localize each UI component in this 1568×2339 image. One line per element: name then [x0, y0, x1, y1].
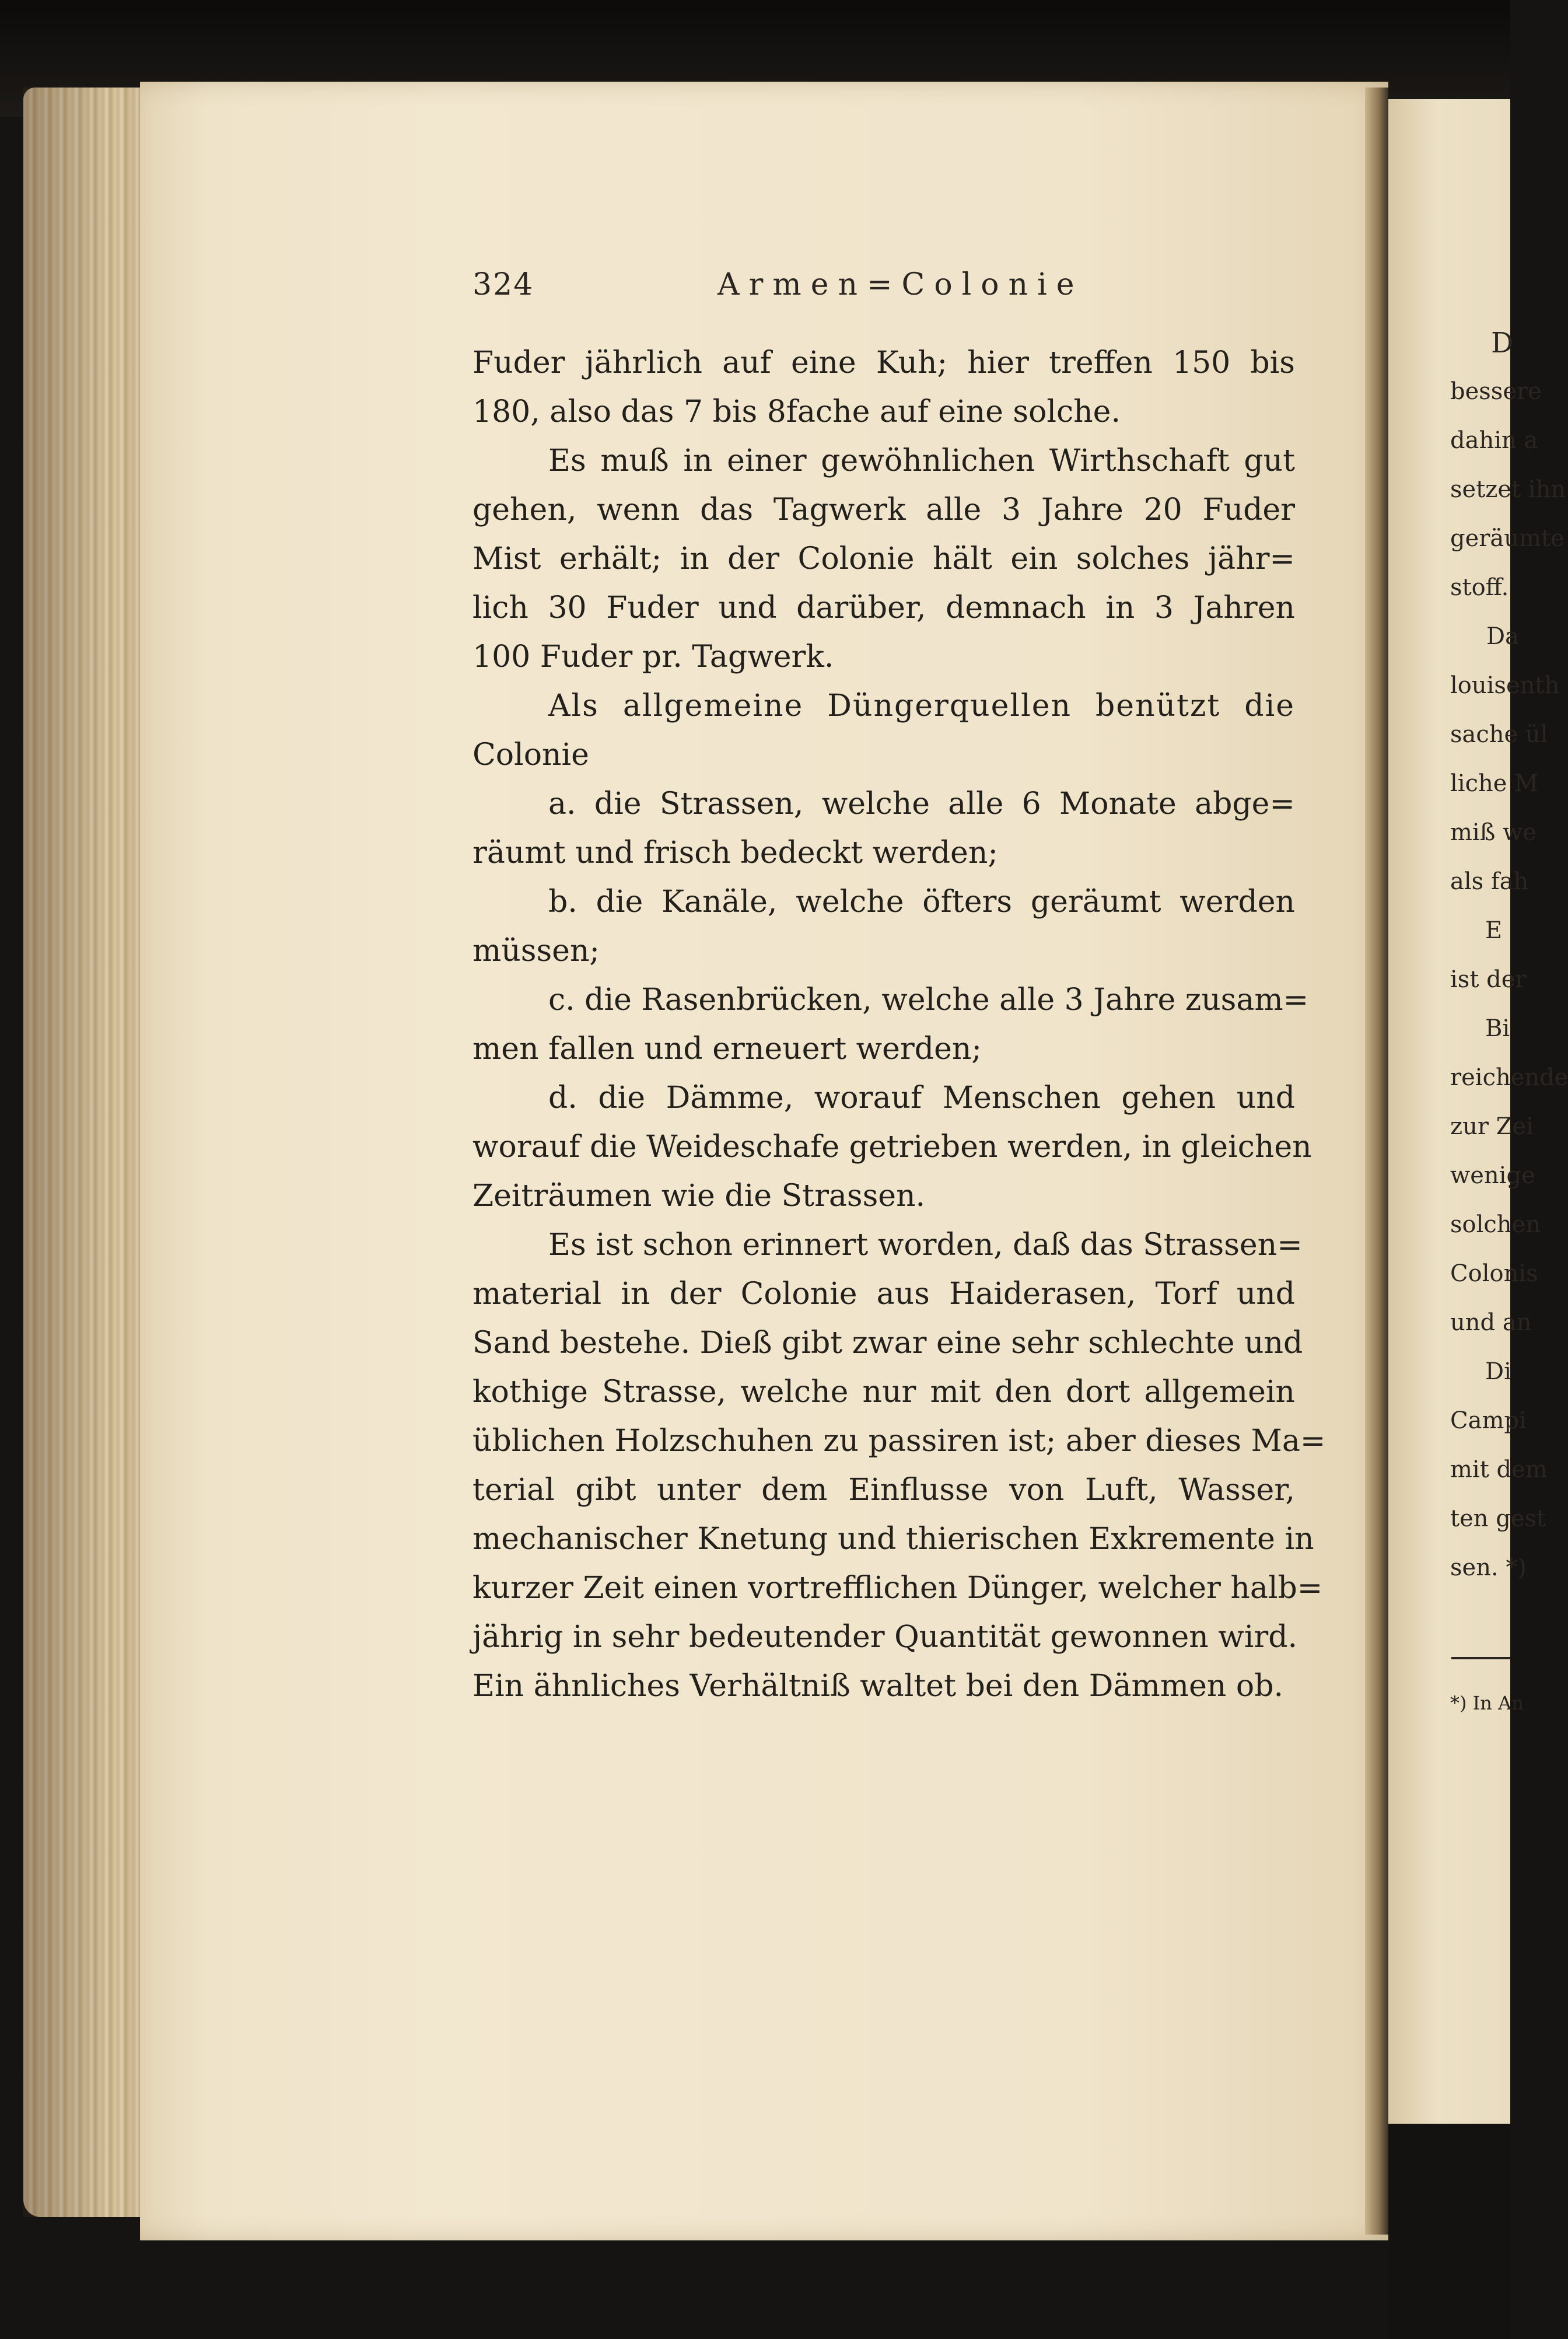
running-head: Armen=Colonie [718, 267, 1084, 302]
page-header [473, 267, 1301, 314]
next-page-fragment: wenige [1450, 1162, 1535, 1189]
next-page-fragment: D [1491, 327, 1514, 359]
footnote-rule [1451, 1657, 1510, 1659]
text-line: terial gibt unter dem Einflusse von Luft, Wasser, [473, 1473, 1295, 1508]
next-page-fragment: mit dem [1450, 1456, 1548, 1483]
next-page-fragment: Di [1485, 1358, 1511, 1385]
text-line: c. die Rasenbrücken, welche alle 3 Jahre zusam= [548, 983, 1309, 1018]
body-text [473, 338, 1326, 1711]
next-page-fragment: solchen [1450, 1211, 1541, 1238]
next-page-fragment: bessere [1450, 378, 1542, 405]
text-line: men fallen und erneuert werden; [473, 1032, 982, 1067]
next-page-fragment: sache ül [1450, 721, 1548, 748]
text-line: 100 Fuder pr. Tagwerk. [473, 639, 834, 674]
text-line: Ein ähnliches Verhältniß waltet bei den Dämmen ob. [473, 1669, 1284, 1704]
text-line: b. die Kanäle, welche öfters geräumt werden [548, 884, 1295, 919]
next-page-fragment: liche M [1450, 770, 1539, 797]
text-line: Sand bestehe. Dieß gibt zwar eine sehr schlechte und [473, 1326, 1303, 1361]
next-page-fragment: dahin a [1450, 427, 1538, 454]
next-page-fragment: stoff. [1450, 574, 1509, 601]
text-line: jährig in sehr bedeutender Quantität gewonnen wird. [473, 1620, 1298, 1655]
text-line: kurzer Zeit einen vortrefflichen Dünger, welcher halb= [473, 1571, 1323, 1606]
next-page-fragment: reichende [1450, 1064, 1568, 1091]
next-page-fragment: Da [1486, 623, 1519, 650]
next-page-fragment: als fah [1450, 868, 1529, 895]
next-page-fragment: setzet ihn [1450, 476, 1566, 503]
page-number: 324 [473, 267, 534, 302]
text-line: 180, also das 7 bis 8fache auf eine solche. [473, 394, 1121, 429]
next-page-fragment: sen. *) [1450, 1554, 1527, 1581]
text-line: Es muß in einer gewöhnlichen Wirthschaft gut [548, 443, 1295, 478]
text-line: Es ist schon erinnert worden, daß das Strassen= [548, 1228, 1303, 1263]
background-bottom-right [1388, 2124, 1510, 2339]
text-line: müssen; [473, 933, 600, 969]
next-page-fragment: Campi [1450, 1407, 1527, 1434]
text-line: Colonie [473, 737, 589, 772]
next-page-fragment: E [1485, 917, 1503, 944]
text-line: a. die Strassen, welche alle 6 Monate abge= [548, 786, 1295, 821]
next-page-fragment: ten gest [1450, 1505, 1546, 1532]
text-line: gehen, wenn das Tagwerk alle 3 Jahre 20 Fuder [473, 492, 1295, 527]
text-line: mechanischer Knetung und thierischen Exkremente in [473, 1522, 1314, 1557]
text-line: üblichen Holzschuhen zu passiren ist; aber dieses Ma= [473, 1424, 1326, 1459]
next-page-fragment: miß we [1450, 819, 1537, 846]
text-line: d. die Dämme, worauf Menschen gehen und [548, 1081, 1295, 1116]
text-line: räumt und frisch bedeckt werden; [473, 835, 998, 870]
text-line: Fuder jährlich auf eine Kuh; hier treffen 150 bis [473, 345, 1295, 380]
text-line: lich 30 Fuder und darüber, demnach in 3 Jahren [473, 590, 1295, 625]
next-page-fragment: Bi [1485, 1015, 1510, 1042]
next-page-fragment: zur Zei [1450, 1113, 1534, 1140]
text-line: material in der Colonie aus Haiderasen, Torf und [473, 1277, 1295, 1312]
book-gutter [1365, 88, 1388, 2235]
next-page-fragment: geräumte [1450, 525, 1564, 552]
next-page-fragment: louisenth [1450, 672, 1560, 699]
text-line: kothige Strasse, welche nur mit den dort allgemein [473, 1375, 1295, 1410]
text-line: Mist erhält; in der Colonie hält ein solches jähr= [473, 541, 1295, 576]
next-page-fragment: *) In An [1450, 1692, 1524, 1714]
next-page-fragment: und an [1450, 1309, 1532, 1336]
text-line: Als allgemeine Düngerquellen benützt die [548, 688, 1295, 723]
next-page-fragment: Colonis [1450, 1260, 1538, 1287]
text-line: worauf die Weideschafe getrieben werden, in gleichen [473, 1130, 1312, 1165]
next-page-fragment: ist der [1450, 966, 1527, 993]
text-line: Zeiträumen wie die Strassen. [473, 1179, 926, 1214]
